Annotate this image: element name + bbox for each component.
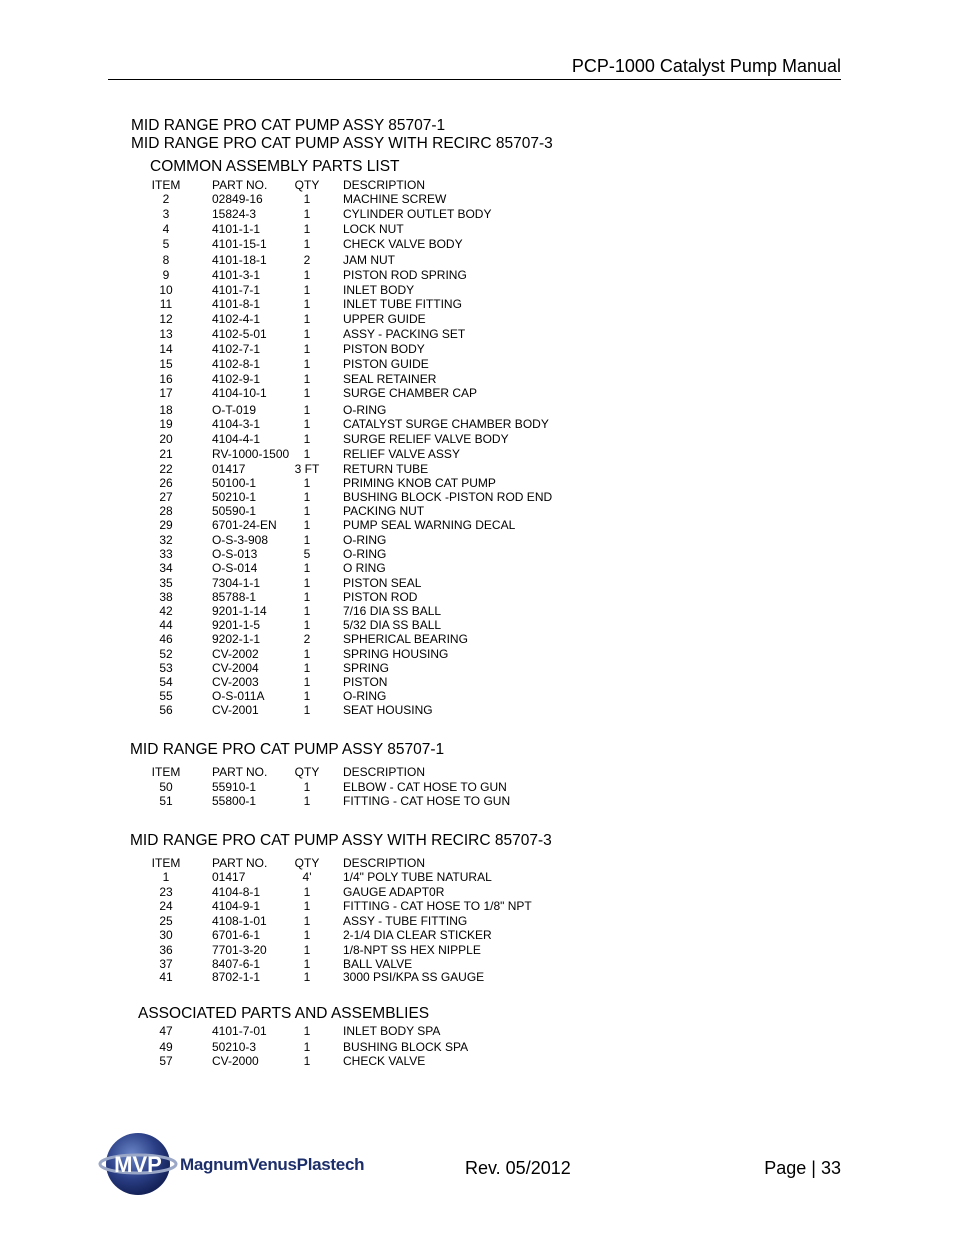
cell-part: 4101-15-1 bbox=[212, 237, 267, 251]
cell-desc: SURGE CHAMBER CAP bbox=[343, 386, 478, 400]
table-row bbox=[0, 504, 954, 518]
cell-qty: 1 bbox=[303, 476, 311, 490]
cell-desc: BUSHING BLOCK -PISTON ROD END bbox=[343, 490, 553, 504]
cell-part: 4104-4-1 bbox=[212, 432, 261, 446]
cell-qty: 1 bbox=[303, 283, 311, 297]
cell-desc: PISTON ROD SPRING bbox=[343, 268, 467, 282]
cell-part: 02849-16 bbox=[212, 192, 263, 206]
cell-desc: ASSY - PACKING SET bbox=[343, 327, 466, 341]
cell-qty: 1 bbox=[303, 689, 311, 703]
cell-item: 27 bbox=[159, 490, 173, 504]
title-line-2: MID RANGE PRO CAT PUMP ASSY WITH RECIRC 85707-3 bbox=[131, 135, 553, 152]
cell-item: 46 bbox=[159, 632, 173, 646]
cell-part: 8702-1-1 bbox=[212, 970, 261, 984]
cell-item: 30 bbox=[159, 928, 173, 942]
cell-desc: SEAT HOUSING bbox=[343, 703, 433, 717]
cell-qty: 1 bbox=[303, 518, 311, 532]
cell-part: 4101-1-1 bbox=[212, 222, 261, 236]
table-row bbox=[0, 207, 954, 221]
cell-qty: 1 bbox=[303, 490, 311, 504]
table-row bbox=[0, 1040, 954, 1054]
table-row bbox=[0, 689, 954, 703]
associated-heading: ASSOCIATED PARTS AND ASSEMBLIES bbox=[138, 1005, 430, 1022]
cell-qty: 1 bbox=[303, 618, 311, 632]
cell-item: 54 bbox=[159, 675, 173, 689]
cell-part: 6701-24-EN bbox=[212, 518, 277, 532]
cell-qty: 1 bbox=[303, 372, 311, 386]
cell-desc: 1/4" POLY TUBE NATURAL bbox=[343, 870, 492, 884]
table-row bbox=[0, 604, 954, 618]
table-row bbox=[0, 576, 954, 590]
cell-item: 49 bbox=[159, 1040, 173, 1054]
cell-qty: 3 FT bbox=[294, 462, 320, 476]
cell-desc: CATALYST SURGE CHAMBER BODY bbox=[343, 417, 549, 431]
cell-qty: 1 bbox=[303, 312, 311, 326]
cell-desc: ASSY - TUBE FITTING bbox=[343, 914, 468, 928]
cell-part: 9201-1-5 bbox=[212, 618, 261, 632]
cell-part: O-S-3-908 bbox=[212, 533, 269, 547]
cell-part: 4101-18-1 bbox=[212, 253, 267, 267]
cell-item: 17 bbox=[159, 386, 173, 400]
column-header-desc: DESCRIPTION bbox=[343, 178, 426, 192]
cell-desc: PISTON bbox=[343, 675, 388, 689]
cell-qty: 1 bbox=[303, 970, 311, 984]
company-logo bbox=[98, 1130, 398, 1198]
table-row bbox=[0, 476, 954, 490]
cell-qty: 1 bbox=[303, 647, 311, 661]
cell-desc: INLET TUBE FITTING bbox=[343, 297, 462, 311]
table-row bbox=[0, 403, 954, 417]
cell-qty: 1 bbox=[303, 447, 311, 461]
cell-desc: FITTING - CAT HOSE TO 1/8" NPT bbox=[343, 899, 532, 913]
svg-text:MVP: MVP bbox=[114, 1152, 162, 1177]
table-row bbox=[0, 647, 954, 661]
cell-desc: SEAL RETAINER bbox=[343, 372, 437, 386]
cell-part: O-T-019 bbox=[212, 403, 257, 417]
cell-item: 23 bbox=[159, 885, 173, 899]
cell-desc: RELIEF VALVE ASSY bbox=[343, 447, 460, 461]
cell-item: 8 bbox=[162, 253, 170, 267]
cell-item: 19 bbox=[159, 417, 173, 431]
cell-desc: SPHERICAL BEARING bbox=[343, 632, 468, 646]
cell-item: 25 bbox=[159, 914, 173, 928]
cell-item: 26 bbox=[159, 476, 173, 490]
table-row bbox=[0, 928, 954, 942]
cell-qty: 1 bbox=[303, 327, 311, 341]
table-row bbox=[0, 342, 954, 356]
cell-item: 50 bbox=[159, 780, 173, 794]
table-row bbox=[0, 386, 954, 400]
cell-part: 4104-9-1 bbox=[212, 899, 261, 913]
cell-desc: CHECK VALVE BODY bbox=[343, 237, 463, 251]
cell-item: 57 bbox=[159, 1054, 173, 1068]
table-row bbox=[0, 899, 954, 913]
column-header-part: PART NO. bbox=[212, 178, 268, 192]
cell-item: 34 bbox=[159, 561, 173, 575]
cell-part: 4102-8-1 bbox=[212, 357, 261, 371]
cell-qty: 1 bbox=[303, 237, 311, 251]
cell-item: 28 bbox=[159, 504, 173, 518]
cell-part: CV-2002 bbox=[212, 647, 259, 661]
cell-qty: 1 bbox=[303, 928, 311, 942]
cell-item: 3 bbox=[162, 207, 170, 221]
cell-part: 55800-1 bbox=[212, 794, 257, 808]
cell-qty: 1 bbox=[303, 885, 311, 899]
cell-item: 42 bbox=[159, 604, 173, 618]
cell-part: 4104-10-1 bbox=[212, 386, 267, 400]
cell-part: CV-2004 bbox=[212, 661, 259, 675]
column-header-part: PART NO. bbox=[212, 856, 268, 870]
cell-item: 32 bbox=[159, 533, 173, 547]
column-header-item: ITEM bbox=[151, 178, 181, 192]
table-row bbox=[0, 590, 954, 604]
cell-part: O-S-014 bbox=[212, 561, 258, 575]
cell-item: 35 bbox=[159, 576, 173, 590]
cell-part: 4102-5-01 bbox=[212, 327, 267, 341]
cell-item: 33 bbox=[159, 547, 173, 561]
cell-part: 4104-8-1 bbox=[212, 885, 261, 899]
table-row bbox=[0, 780, 954, 794]
cell-qty: 1 bbox=[303, 432, 311, 446]
cell-item: 29 bbox=[159, 518, 173, 532]
cell-desc: PUMP SEAL WARNING DECAL bbox=[343, 518, 516, 532]
cell-desc: 7/16 DIA SS BALL bbox=[343, 604, 442, 618]
table-row bbox=[0, 192, 954, 206]
logo-text: MagnumVenusPlastech bbox=[180, 1155, 365, 1174]
cell-qty: 1 bbox=[303, 604, 311, 618]
table-row bbox=[0, 1054, 954, 1068]
cell-item: 51 bbox=[159, 794, 173, 808]
cell-qty: 1 bbox=[303, 403, 311, 417]
table-row bbox=[0, 417, 954, 431]
table-row bbox=[0, 914, 954, 928]
cell-part: 4102-4-1 bbox=[212, 312, 261, 326]
cell-item: 2 bbox=[162, 192, 170, 206]
cell-item: 13 bbox=[159, 327, 173, 341]
cell-qty: 1 bbox=[303, 504, 311, 518]
table-row bbox=[0, 561, 954, 575]
cell-part: O-S-011A bbox=[212, 689, 265, 703]
table-row bbox=[0, 533, 954, 547]
cell-qty: 1 bbox=[303, 561, 311, 575]
cell-desc: 5/32 DIA SS BALL bbox=[343, 618, 442, 632]
cell-qty: 1 bbox=[303, 1054, 311, 1068]
cell-qty: 2 bbox=[303, 632, 311, 646]
cell-desc: 2-1/4 DIA CLEAR STICKER bbox=[343, 928, 492, 942]
assy3-header-row bbox=[0, 856, 954, 870]
table-row bbox=[0, 957, 954, 971]
cell-qty: 1 bbox=[303, 386, 311, 400]
cell-item: 18 bbox=[159, 403, 173, 417]
cell-desc: PISTON BODY bbox=[343, 342, 425, 356]
header-rule bbox=[108, 79, 841, 80]
cell-part: 50210-3 bbox=[212, 1040, 257, 1054]
cell-part: 50100-1 bbox=[212, 476, 257, 490]
cell-qty: 1 bbox=[303, 533, 311, 547]
table-row bbox=[0, 870, 954, 884]
cell-qty: 1 bbox=[303, 342, 311, 356]
cell-desc: GAUGE ADAPT0R bbox=[343, 885, 445, 899]
cell-desc: 1/8-NPT SS HEX NIPPLE bbox=[343, 943, 481, 957]
assy3-heading: MID RANGE PRO CAT PUMP ASSY WITH RECIRC 85707-3 bbox=[130, 832, 552, 849]
cell-qty: 4' bbox=[302, 870, 312, 884]
cell-part: 8407-6-1 bbox=[212, 957, 261, 971]
cell-qty: 1 bbox=[303, 661, 311, 675]
cell-qty: 1 bbox=[303, 357, 311, 371]
column-header-item: ITEM bbox=[151, 765, 181, 779]
cell-desc: LOCK NUT bbox=[343, 222, 404, 236]
cell-item: 12 bbox=[159, 312, 173, 326]
cell-item: 24 bbox=[159, 899, 173, 913]
cell-item: 9 bbox=[162, 268, 170, 282]
cell-qty: 1 bbox=[303, 1024, 311, 1038]
table-row bbox=[0, 222, 954, 236]
mvp-globe-icon bbox=[98, 1130, 178, 1198]
page-header-title: PCP-1000 Catalyst Pump Manual bbox=[571, 56, 841, 76]
table-row bbox=[0, 297, 954, 311]
table-row bbox=[0, 462, 954, 476]
assy1-header-row bbox=[0, 765, 954, 779]
cell-desc: O-RING bbox=[343, 689, 387, 703]
table-row bbox=[0, 237, 954, 251]
cell-item: 44 bbox=[159, 618, 173, 632]
cell-desc: O-RING bbox=[343, 403, 387, 417]
cell-item: 36 bbox=[159, 943, 173, 957]
cell-qty: 1 bbox=[303, 207, 311, 221]
cell-part: 4101-3-1 bbox=[212, 268, 261, 282]
cell-item: 10 bbox=[159, 283, 173, 297]
common-header-row bbox=[0, 178, 954, 192]
cell-desc: BALL VALVE bbox=[343, 957, 413, 971]
cell-desc: O-RING bbox=[343, 547, 387, 561]
cell-part: 7304-1-1 bbox=[212, 576, 261, 590]
cell-item: 52 bbox=[159, 647, 173, 661]
table-row bbox=[0, 703, 954, 717]
cell-item: 56 bbox=[159, 703, 173, 717]
cell-part: 9202-1-1 bbox=[212, 632, 261, 646]
cell-desc: UPPER GUIDE bbox=[343, 312, 426, 326]
column-header-item: ITEM bbox=[151, 856, 181, 870]
cell-part: 9201-1-14 bbox=[212, 604, 267, 618]
table-row bbox=[0, 970, 954, 984]
table-row bbox=[0, 1024, 954, 1038]
page-number: Page | 33 bbox=[764, 1158, 841, 1178]
cell-desc: MACHINE SCREW bbox=[343, 192, 447, 206]
cell-desc: PISTON SEAL bbox=[343, 576, 422, 590]
cell-part: 01417 bbox=[212, 462, 246, 476]
cell-qty: 1 bbox=[303, 590, 311, 604]
cell-item: 55 bbox=[159, 689, 173, 703]
table-row bbox=[0, 885, 954, 899]
cell-desc: SPRING bbox=[343, 661, 390, 675]
cell-item: 15 bbox=[159, 357, 173, 371]
assy1-heading: MID RANGE PRO CAT PUMP ASSY 85707-1 bbox=[130, 741, 445, 758]
cell-qty: 5 bbox=[303, 547, 311, 561]
cell-qty: 1 bbox=[303, 914, 311, 928]
cell-part: CV-2000 bbox=[212, 1054, 259, 1068]
cell-item: 4 bbox=[162, 222, 170, 236]
cell-desc: ELBOW - CAT HOSE TO GUN bbox=[343, 780, 507, 794]
cell-item: 21 bbox=[159, 447, 173, 461]
column-header-qty: QTY bbox=[294, 178, 320, 192]
column-header-part: PART NO. bbox=[212, 765, 268, 779]
table-row bbox=[0, 943, 954, 957]
cell-item: 38 bbox=[159, 590, 173, 604]
table-row bbox=[0, 357, 954, 371]
cell-qty: 1 bbox=[303, 268, 311, 282]
cell-item: 14 bbox=[159, 342, 173, 356]
cell-qty: 1 bbox=[303, 943, 311, 957]
column-header-qty: QTY bbox=[294, 856, 320, 870]
cell-part: CV-2001 bbox=[212, 703, 259, 717]
cell-part: 7701-3-20 bbox=[212, 943, 267, 957]
cell-desc: PACKING NUT bbox=[343, 504, 425, 518]
cell-part: 50590-1 bbox=[212, 504, 257, 518]
cell-qty: 1 bbox=[303, 780, 311, 794]
cell-desc: BUSHING BLOCK SPA bbox=[343, 1040, 469, 1054]
cell-item: 16 bbox=[159, 372, 173, 386]
cell-desc: JAM NUT bbox=[343, 253, 395, 267]
table-row bbox=[0, 518, 954, 532]
table-row bbox=[0, 268, 954, 282]
cell-item: 1 bbox=[162, 870, 170, 884]
cell-part: 6701-6-1 bbox=[212, 928, 261, 942]
cell-item: 37 bbox=[159, 957, 173, 971]
cell-qty: 1 bbox=[303, 576, 311, 590]
cell-part: O-S-013 bbox=[212, 547, 258, 561]
table-row bbox=[0, 253, 954, 267]
cell-part: 01417 bbox=[212, 870, 246, 884]
table-row bbox=[0, 312, 954, 326]
cell-qty: 1 bbox=[303, 1040, 311, 1054]
table-row bbox=[0, 794, 954, 808]
cell-desc: INLET BODY bbox=[343, 283, 415, 297]
cell-desc: INLET BODY SPA bbox=[343, 1024, 441, 1038]
common-heading: COMMON ASSEMBLY PARTS LIST bbox=[150, 158, 400, 175]
cell-part: 4101-8-1 bbox=[212, 297, 261, 311]
table-row bbox=[0, 490, 954, 504]
cell-item: 11 bbox=[159, 297, 173, 311]
cell-item: 5 bbox=[162, 237, 170, 251]
cell-part: 4101-7-1 bbox=[212, 283, 261, 297]
cell-qty: 1 bbox=[303, 675, 311, 689]
table-row bbox=[0, 618, 954, 632]
cell-part: 4102-7-1 bbox=[212, 342, 261, 356]
column-header-desc: DESCRIPTION bbox=[343, 856, 426, 870]
cell-qty: 2 bbox=[303, 253, 311, 267]
cell-qty: 1 bbox=[303, 192, 311, 206]
cell-part: 4101-7-01 bbox=[212, 1024, 267, 1038]
cell-qty: 1 bbox=[303, 899, 311, 913]
cell-desc: FITTING - CAT HOSE TO GUN bbox=[343, 794, 511, 808]
cell-desc: SPRING HOUSING bbox=[343, 647, 449, 661]
cell-part: 55910-1 bbox=[212, 780, 257, 794]
cell-qty: 1 bbox=[303, 703, 311, 717]
cell-desc: CYLINDER OUTLET BODY bbox=[343, 207, 492, 221]
cell-item: 41 bbox=[159, 970, 173, 984]
cell-item: 53 bbox=[159, 661, 173, 675]
cell-part: RV-1000-1500 bbox=[212, 447, 290, 461]
cell-qty: 1 bbox=[303, 957, 311, 971]
cell-desc: PISTON GUIDE bbox=[343, 357, 429, 371]
cell-qty: 1 bbox=[303, 794, 311, 808]
cell-part: 4108-1-01 bbox=[212, 914, 267, 928]
table-row bbox=[0, 632, 954, 646]
cell-desc: PISTON ROD bbox=[343, 590, 418, 604]
column-header-qty: QTY bbox=[294, 765, 320, 779]
cell-desc: O-RING bbox=[343, 533, 387, 547]
cell-qty: 1 bbox=[303, 222, 311, 236]
cell-part: CV-2003 bbox=[212, 675, 259, 689]
cell-desc: 3000 PSI/KPA SS GAUGE bbox=[343, 970, 485, 984]
cell-part: 15824-3 bbox=[212, 207, 257, 221]
cell-qty: 1 bbox=[303, 417, 311, 431]
title-line-1: MID RANGE PRO CAT PUMP ASSY 85707-1 bbox=[131, 117, 446, 134]
cell-qty: 1 bbox=[303, 297, 311, 311]
cell-desc: O RING bbox=[343, 561, 386, 575]
cell-desc: CHECK VALVE bbox=[343, 1054, 426, 1068]
table-row bbox=[0, 661, 954, 675]
cell-part: 85788-1 bbox=[212, 590, 257, 604]
cell-desc: RETURN TUBE bbox=[343, 462, 429, 476]
table-row bbox=[0, 547, 954, 561]
revision-date: Rev. 05/2012 bbox=[465, 1158, 571, 1178]
cell-desc: SURGE RELIEF VALVE BODY bbox=[343, 432, 509, 446]
table-row bbox=[0, 372, 954, 386]
table-row bbox=[0, 283, 954, 297]
table-row bbox=[0, 675, 954, 689]
cell-part: 4102-9-1 bbox=[212, 372, 261, 386]
cell-item: 47 bbox=[159, 1024, 173, 1038]
cell-item: 20 bbox=[159, 432, 173, 446]
cell-part: 50210-1 bbox=[212, 490, 257, 504]
table-row bbox=[0, 432, 954, 446]
cell-part: 4104-3-1 bbox=[212, 417, 261, 431]
cell-desc: PRIMING KNOB CAT PUMP bbox=[343, 476, 496, 490]
column-header-desc: DESCRIPTION bbox=[343, 765, 426, 779]
cell-item: 22 bbox=[159, 462, 173, 476]
table-row bbox=[0, 327, 954, 341]
table-row bbox=[0, 447, 954, 461]
